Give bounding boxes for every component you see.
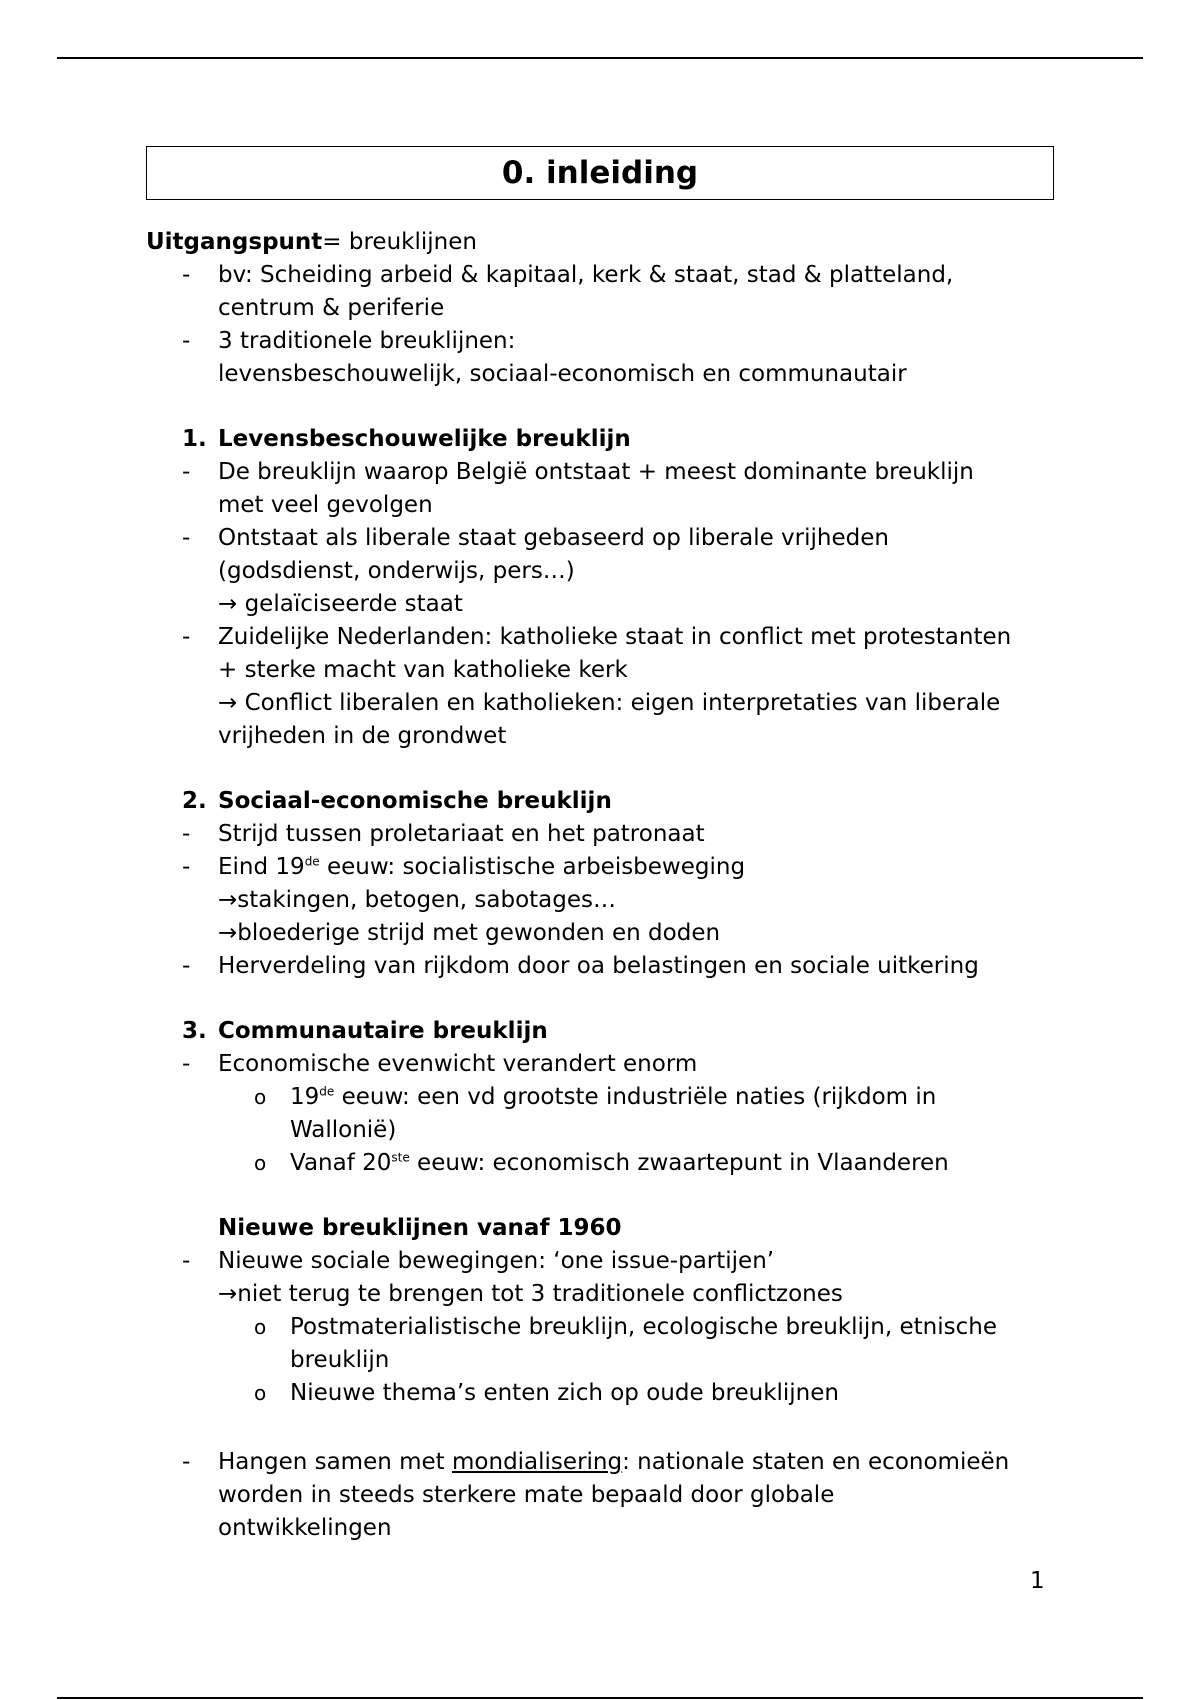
item-line: vrijheden in de grondwet [218,723,507,749]
item-line [218,1446,1056,1479]
list-item [146,456,1056,522]
text-segment: Hangen samen met [218,1449,453,1475]
bottom-rule [57,1697,1143,1699]
superscript: de [304,854,320,869]
dash-marker: - [182,821,191,847]
page-title: 0. inleiding [501,154,699,191]
list-item [146,818,1056,851]
circle-bullet: o [254,1381,267,1405]
item-line: centrum & periferie [218,295,445,321]
sub-list-item [146,1147,1056,1180]
item-line: worden in steeds sterkere mate bepaald door globale [218,1482,835,1508]
dash-marker: - [182,1248,191,1274]
sub-list-item [146,1311,1056,1377]
item-line: Strijd tussen proletariaat en het patronaat [218,821,705,847]
item-line: Economische evenwicht verandert enorm [218,1051,698,1077]
section-heading-text: Nieuwe breuklijnen vanaf 1960 [218,1215,622,1241]
underlined-term: mondialisering [452,1449,623,1475]
item-line: + sterke macht van katholieke kerk [218,657,628,683]
text-segment: eeuw: socialistische arbeisbeweging [319,854,746,880]
item-line: met veel gevolgen [218,492,433,518]
circle-bullet: o [254,1315,267,1339]
list-item [146,325,1056,391]
text-segment: Eind 19 [218,854,305,880]
item-line [290,1147,1056,1180]
section-heading-text: Sociaal-economische breuklijn [218,788,612,814]
list-item [146,621,1056,753]
item-line: (godsdienst, onderwijs, pers…) [218,558,575,584]
top-rule [57,57,1143,59]
item-line: Wallonië) [290,1117,397,1143]
section-heading [146,1015,1056,1048]
section-heading [146,785,1056,818]
item-line: Nieuwe thema’s enten zich op oude breuklijnen [290,1380,839,1406]
item-line: Nieuwe sociale bewegingen: ‘one issue-partijen’ [218,1248,775,1274]
superscript: ste [391,1150,410,1165]
dash-marker: - [182,953,191,979]
item-line: Herverdeling van rijkdom door oa belastingen en sociale uitkering [218,953,979,979]
item-line: Postmaterialistische breuklijn, ecologische breuklijn, etnische [290,1314,997,1340]
dash-marker: - [182,328,191,354]
section-number: 1. [182,426,207,452]
intro-label: Uitgangspunt [146,229,323,255]
dash-marker: - [182,459,191,485]
sub-list-item [146,1377,1056,1410]
dash-marker: - [182,1449,191,1475]
item-line: Zuidelijke Nederlanden: katholieke staat in conflict met protestanten [218,624,1012,650]
item-line: → Conflict liberalen en katholieken: eigen interpretaties van liberale [218,690,1001,716]
text-segment: 19 [290,1084,320,1110]
list-item [146,259,1056,325]
circle-bullet: o [254,1151,267,1175]
list-item [146,950,1056,983]
dash-marker: - [182,854,191,880]
item-line [218,851,1056,884]
intro-label-rest: = breuklijnen [322,229,477,255]
item-line: →niet terug te brengen tot 3 traditionele conflictzones [218,1281,843,1307]
list-item [146,1048,1056,1081]
item-line: breuklijn [290,1347,390,1373]
item-line: →bloederige strijd met gewonden en doden [218,920,721,946]
dash-marker: - [182,262,191,288]
text-segment: : nationale staten en economieën [622,1449,1010,1475]
section-heading [146,423,1056,456]
text-segment: eeuw: economisch zwaartepunt in Vlaanderen [409,1150,949,1176]
section-number: 2. [182,788,207,814]
list-item [146,851,1056,950]
list-item [146,1245,1056,1311]
document-body [146,146,1056,1545]
page-number: 1 [1030,1568,1045,1594]
list-item [146,522,1056,621]
section-number: 3. [182,1018,207,1044]
item-line: De breuklijn waarop België ontstaat + meest dominante breuklijn [218,459,974,485]
dash-marker: - [182,1051,191,1077]
section-heading-text: Levensbeschouwelijke breuklijn [218,426,631,452]
item-line [290,1081,1056,1114]
dash-marker: - [182,624,191,650]
item-line: ontwikkelingen [218,1515,392,1541]
item-line: 3 traditionele breuklijnen: [218,328,516,354]
text-segment: eeuw: een vd grootste industriële naties (rijkdom in [334,1084,937,1110]
superscript: de [319,1084,335,1099]
item-line: → gelaïciseerde staat [218,591,463,617]
item-line: levensbeschouwelijk, sociaal-economisch en communautair [218,361,907,387]
sub-list-item [146,1081,1056,1147]
dash-marker: - [182,525,191,551]
circle-bullet: o [254,1085,267,1109]
page-title-box [146,146,1054,200]
item-line: →stakingen, betogen, sabotages… [218,887,616,913]
item-line: bv: Scheiding arbeid & kapitaal, kerk & staat, stad & platteland, [218,262,954,288]
intro-line [146,226,1056,259]
list-item [146,1446,1056,1545]
text-segment: Vanaf 20 [290,1150,392,1176]
item-line: Ontstaat als liberale staat gebaseerd op liberale vrijheden [218,525,889,551]
section-heading-text: Communautaire breuklijn [218,1018,548,1044]
